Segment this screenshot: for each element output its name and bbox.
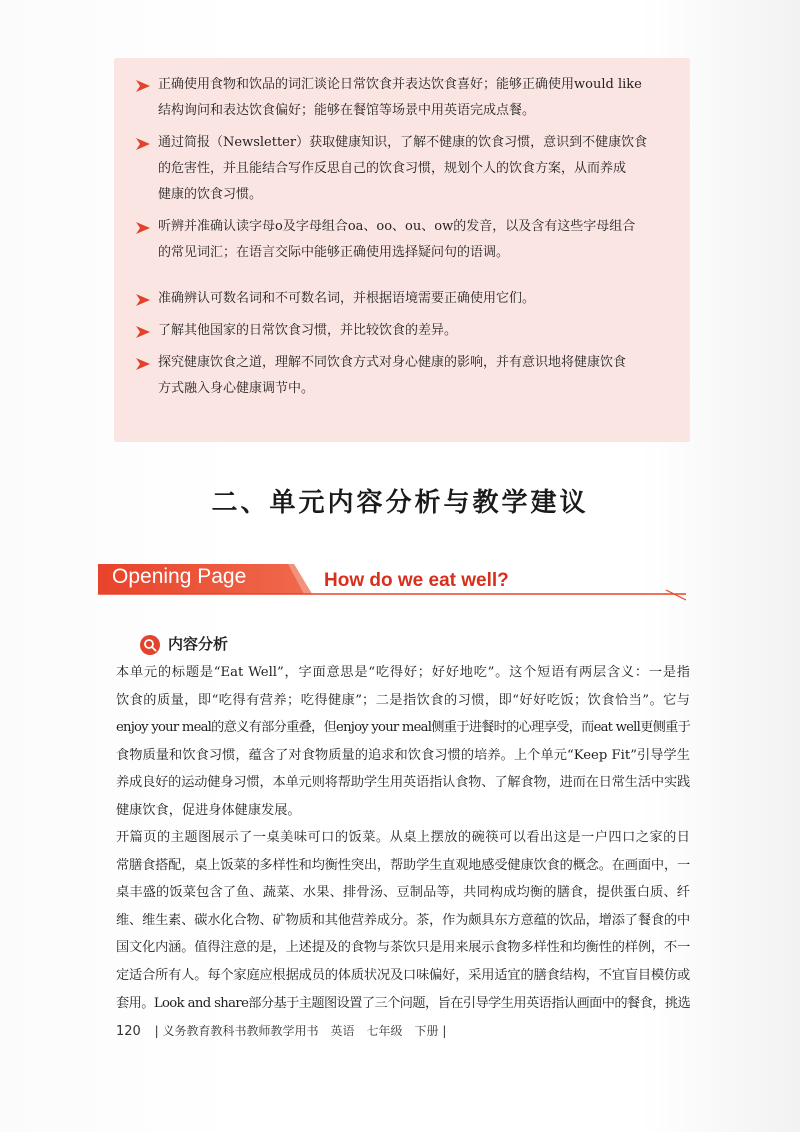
arrow-bullet-icon (136, 358, 150, 370)
paragraph-line: 国文化内涵。值得注意的是，上述提及的食物与茶饮只是用来展示食物多样性和均衡性的样例，不一 (116, 940, 690, 956)
content-analysis-label: 内容分析 (168, 635, 229, 653)
objective-item (132, 214, 680, 266)
objective-item (132, 350, 680, 402)
arrow-bullet-icon (136, 138, 150, 150)
objective-line: 准确辨认可数名词和不可数名词，并根据语境需要正确使用它们。 (158, 291, 536, 306)
arrow-bullet-icon (136, 222, 150, 234)
banner-question-title: How do we eat well? (324, 570, 509, 591)
paragraph-line: 食物质量和饮食习惯，蕴含了对食物质量的追求和饮食习惯的培养。上个单元“Keep Fit”引导学生 (116, 747, 690, 763)
objective-line: 正确使用食物和饮品的词汇谈论日常饮食并表达饮食喜好；能够正确使用would like (158, 77, 642, 92)
arrow-bullet-icon (136, 294, 150, 306)
book-title: | 义务教育教科书教师教学用书 英语 七年级 下册 | (154, 1024, 447, 1038)
objective-line: 听辨并准确认读字母o及字母组合oa、oo、ou、ow的发音，以及含有这些字母组合 (158, 219, 636, 234)
paragraph-line: 桌丰盛的饭菜包含了鱼、蔬菜、水果、排骨汤、豆制品等，共同构成均衡的膳食，提供蛋白质、纤 (116, 885, 690, 901)
objective-item (132, 72, 680, 124)
arrow-bullet-icon (136, 326, 150, 338)
paragraph-line: 饮食的质量，即“吃得有营养；吃得健康”；二是指饮食的习惯，即“好好吃饭；饮食恰当”。它与 (116, 692, 690, 708)
paragraph-line: 定适合所有人。每个家庭应根据成员的体质状况及口味偏好，采用适宜的膳食结构，不宜盲目模仿或 (116, 967, 690, 983)
paragraph-1 (116, 659, 690, 825)
banner-opening-page-label: Opening Page (112, 565, 247, 588)
objectives-box (114, 58, 690, 442)
paragraph-line: 健康饮食，促进身体健康发展。 (116, 802, 301, 818)
objective-line: 的常见词汇；在语言交际中能够正确使用选择疑问句的语调。 (158, 245, 510, 260)
objective-item (132, 318, 680, 344)
paragraph-line: 养成良好的运动健身习惯，本单元则将帮助学生用英语指认食物、了解食物，进而在日常生活中实践 (116, 775, 690, 791)
objective-item (132, 130, 680, 208)
page-number: 120 (116, 1024, 141, 1039)
search-icon (140, 635, 160, 655)
objective-line: 了解其他国家的日常饮食习惯，并比较饮食的差异。 (158, 323, 458, 338)
objective-item (132, 286, 680, 312)
paragraph-line: 本单元的标题是“Eat Well”，字面意思是“吃得好；好好地吃”。这个短语有两层含义：一是指 (116, 665, 690, 680)
page-footer (116, 1022, 446, 1039)
section-title: 二、单元内容分析与教学建议 (211, 488, 589, 518)
opening-page-banner (98, 560, 698, 604)
paragraph-line: 开篇页的主题图展示了一桌美味可口的饭菜。从桌上摆放的碗筷可以看出这是一户四口之家的日 (116, 830, 690, 845)
objective-line: 探究健康饮食之道，理解不同饮食方式对身心健康的影响，并有意识地将健康饮食 (158, 355, 627, 370)
paragraph-line: 常膳食搭配，桌上饭菜的多样性和均衡性突出，帮助学生直观地感受健康饮食的概念。在画面中，一 (116, 857, 690, 873)
objective-line: 结构询问和表达饮食偏好；能够在餐馆等场景中用英语完成点餐。 (158, 103, 536, 118)
objective-line: 的危害性，并且能结合写作反思自己的饮食习惯，规划个人的饮食方案，从而养成 (158, 161, 627, 176)
paragraph-line: enjoy your meal的意义有部分重叠，但enjoy your meal侧重于进餐时的心理享受，而eat well更侧重于 (116, 720, 690, 736)
paragraph-2 (116, 824, 690, 1017)
objective-line: 通过简报（Newsletter）获取健康知识，了解不健康的饮食习惯，意识到不健康饮食 (158, 135, 648, 150)
objective-line: 方式融入身心健康调节中。 (158, 381, 315, 396)
paragraph-line: 维、维生素、碳水化合物、矿物质和其他营养成分。茶，作为颇具东方意蕴的饮品，增添了餐食的中 (116, 912, 690, 928)
objective-line: 健康的饮食习惯。 (158, 187, 263, 202)
paragraph-line: 套用。Look and share部分基于主题图设置了三个问题，旨在引导学生用英语指认画面中的餐食，挑选 (116, 995, 690, 1011)
arrow-bullet-icon (136, 80, 150, 92)
